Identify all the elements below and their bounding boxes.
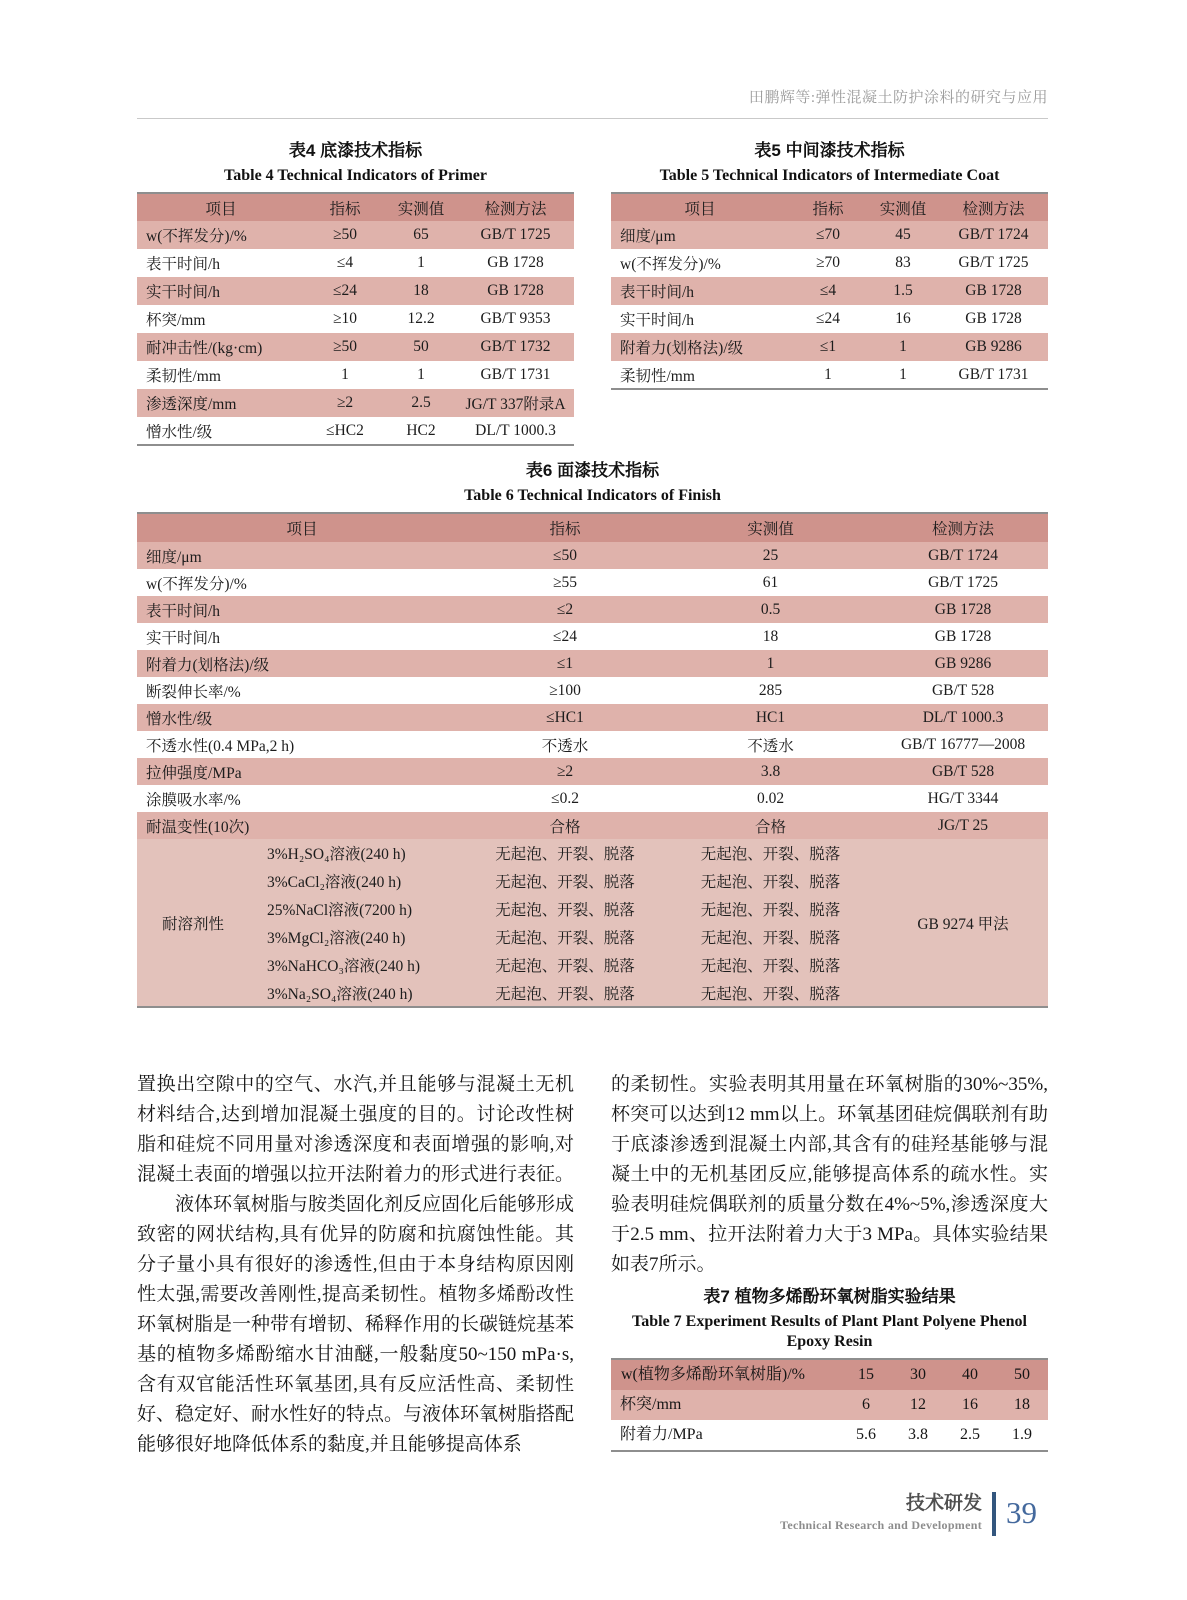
cell: 16 xyxy=(895,310,911,327)
cell: GB/T 1724 xyxy=(878,542,1048,569)
cell: ≤24 xyxy=(553,627,578,645)
cell: JG/T 337附录A xyxy=(457,389,574,417)
cell: DL/T 1000.3 xyxy=(878,704,1048,731)
cell: GB/T 9353 xyxy=(480,310,551,327)
cell: ≤0.2 xyxy=(551,789,579,807)
solution-name: 3%NaHCO₃溶液(240 h) xyxy=(249,951,467,979)
column-header: 项目 xyxy=(137,513,467,542)
cell: 2.5 xyxy=(960,1426,980,1443)
cell: ≥10 xyxy=(332,310,357,327)
solution-name: 25%NaCl溶液(7200 h) xyxy=(249,895,467,923)
cell: ≤1 xyxy=(467,650,663,677)
cell: ≥50 xyxy=(305,333,385,361)
row-label: w(不挥发分)/% xyxy=(146,575,247,593)
table4-section xyxy=(137,140,574,446)
column-header: 15 xyxy=(840,1359,892,1390)
column-header: 检测方法 xyxy=(939,193,1048,221)
cell: 不透水 xyxy=(747,737,794,755)
cell: GB/T 1731 xyxy=(958,365,1029,383)
cell: 无起泡、开裂、脱落 xyxy=(467,923,663,951)
table4-title-cn: 表4 底漆技术指标 xyxy=(288,141,423,160)
column-header: 实测值 xyxy=(663,513,878,542)
cell: 12.2 xyxy=(407,310,435,327)
body-paragraph: 的柔韧性。实验表明其用量在环氧树脂的30%~35%,杯突可以达到12 mm以上。环氧基团硅烷偶联剂有助于底漆渗透到混凝土内部,其含有的硅羟基能够与混凝土中的无机基团反应,能够提高体系的疏水性。实验表明硅烷偶联剂的质量分数在4%~5%,渗透深度大于2.5 mm、拉开法附着力大于3 MPa。具体实验结果如表7所示。 xyxy=(611,1074,1048,1275)
cell: ≤HC2 xyxy=(326,421,364,439)
solution-name: 3%CaCl₂溶液(240 h) xyxy=(249,867,467,895)
cell: GB 1728 xyxy=(934,627,992,645)
cell: GB 9286 xyxy=(939,333,1048,361)
cell: 18 xyxy=(762,627,779,645)
cell: 285 xyxy=(758,681,783,699)
table-row xyxy=(137,785,1048,812)
cell: GB 9286 xyxy=(878,650,1048,677)
cell: GB 1728 xyxy=(487,254,544,271)
running-head: 田鹏辉等:弹性混凝土防护涂料的研究与应用 xyxy=(748,90,1048,106)
cell: ≤4 xyxy=(336,254,354,271)
row-label: 附着力(划格法)/级 xyxy=(137,650,467,677)
cell: 45 xyxy=(867,221,939,249)
cell: ≤24 xyxy=(815,310,840,327)
table-row xyxy=(137,361,574,389)
row-label: 不透水性(0.4 MPa,2 h) xyxy=(146,737,295,755)
table-row xyxy=(137,569,1048,596)
column-header: 40 xyxy=(944,1359,996,1390)
row-label: 杯突/mm xyxy=(611,1390,840,1420)
body-column-left xyxy=(137,1070,574,1460)
cell: 无起泡、开裂、脱落 xyxy=(663,867,878,895)
cell: 无起泡、开裂、脱落 xyxy=(663,839,878,867)
row-label: 拉伸强度/MPa xyxy=(137,758,467,785)
footer-divider-bar xyxy=(992,1492,996,1536)
cell: 2.5 xyxy=(385,389,457,417)
row-label: 细度/μm xyxy=(137,542,467,569)
cell: 6 xyxy=(840,1390,892,1420)
column-header: 30 xyxy=(892,1359,944,1390)
table-row xyxy=(137,542,1048,569)
solvent-resistance-row xyxy=(137,839,1048,867)
row-label: 柔韧性/mm xyxy=(620,367,695,385)
cell: 1 xyxy=(663,650,878,677)
row-label: 实干时间/h xyxy=(137,277,305,305)
cell: 1 xyxy=(867,333,939,361)
table5-title-en: Table 5 Technical Indicators of Intermediate Coat xyxy=(659,167,1000,184)
cell: GB/T 1732 xyxy=(457,333,574,361)
cell: 不透水 xyxy=(541,737,589,755)
cell: ≤1 xyxy=(789,333,867,361)
row-label: 实干时间/h xyxy=(620,312,695,329)
row-label: 杯突/mm xyxy=(146,312,206,329)
cell: 无起泡、开裂、脱落 xyxy=(663,951,878,979)
header-rule xyxy=(137,118,1048,119)
table-row xyxy=(611,361,1048,389)
page-footer xyxy=(780,1492,1037,1536)
table-row xyxy=(611,333,1048,361)
table5-section xyxy=(611,140,1048,390)
cell: 无起泡、开裂、脱落 xyxy=(467,979,663,1007)
cell: ≥50 xyxy=(305,221,385,249)
cell: 1 xyxy=(341,366,349,383)
table-row xyxy=(137,305,574,333)
cell: 65 xyxy=(385,221,457,249)
solvent-method: GB 9274 甲法 xyxy=(878,839,1048,1007)
cell: ≥2 xyxy=(305,389,385,417)
table5-title-cn: 表5 中间漆技术指标 xyxy=(754,141,905,160)
cell: 无起泡、开裂、脱落 xyxy=(467,895,663,923)
cell: 18 xyxy=(385,277,457,305)
table-header-row xyxy=(137,513,1048,542)
table-header-row xyxy=(611,193,1048,221)
cell: 16 xyxy=(944,1390,996,1420)
column-header: 实测值 xyxy=(867,193,939,221)
cell: 5.6 xyxy=(856,1426,876,1443)
row-label: 耐冲击性/(kg·cm) xyxy=(137,333,305,361)
row-label: 表干时间/h xyxy=(137,596,467,623)
table-row xyxy=(137,704,1048,731)
table4-title-en: Table 4 Technical Indicators of Primer xyxy=(224,167,487,184)
cell: 合格 xyxy=(663,812,878,839)
row-label: 附着力/MPa xyxy=(620,1426,703,1443)
row-label: 渗透深度/mm xyxy=(137,389,305,417)
column-header: 检测方法 xyxy=(457,193,574,221)
table6-title-cn: 表6 面漆技术指标 xyxy=(525,461,660,480)
solution-name: 3%MgCl₂溶液(240 h) xyxy=(249,923,467,951)
column-header: 指标 xyxy=(467,513,663,542)
table-row xyxy=(137,277,574,305)
row-label: w(不挥发分)/% xyxy=(620,256,721,273)
cell: 1 xyxy=(899,365,907,383)
cell: DL/T 1000.3 xyxy=(475,421,556,439)
table-row xyxy=(137,596,1048,623)
table-header-row xyxy=(611,1359,1048,1390)
cell: ≥2 xyxy=(467,758,663,785)
row-label: 附着力(划格法)/级 xyxy=(611,333,789,361)
table5-intermediate-coat-indicators xyxy=(611,192,1048,390)
cell: 无起泡、开裂、脱落 xyxy=(663,923,878,951)
solution-name: 3%Na₂SO₄溶液(240 h) xyxy=(249,979,467,1007)
cell: 83 xyxy=(895,254,911,271)
table-header-row xyxy=(137,193,574,221)
table-row xyxy=(137,731,1048,758)
solution-name: 3%H₂SO₄溶液(240 h) xyxy=(249,839,467,867)
cell: GB 1728 xyxy=(965,310,1022,327)
cell: GB/T 1731 xyxy=(480,366,551,383)
cell: ≤HC1 xyxy=(467,704,663,731)
cell: GB/T 1725 xyxy=(958,254,1029,271)
cell: 12 xyxy=(892,1390,944,1420)
table6-title-en: Table 6 Technical Indicators of Finish xyxy=(464,487,721,504)
cell: 3.8 xyxy=(908,1426,928,1443)
column-header: 项目 xyxy=(137,193,305,221)
cell: 0.02 xyxy=(756,789,785,807)
table6-finish-indicators xyxy=(137,512,1048,1008)
table-row xyxy=(611,249,1048,277)
body-paragraph: 液体环氧树脂与胺类固化剂反应固化后能够形成致密的网状结构,具有优异的防腐和抗腐蚀性能。其分子量小具有很好的渗透性,但由于本身结构原因刚性太强,需要改善刚性,提高柔韧性。植物多烯酚改性环氧树脂是一种带有增韧、稀释作用的长碳链烷基苯基的植物多烯酚缩水甘油醚,一般黏度50~150 mPa·s,含有双官能活性环氧基团,具有反应活性高、柔韧性好、稳定好、耐水性好的特点。与液体环氧树脂搭配能够很好地降低体系的黏度,并且能够提高体系 xyxy=(137,1194,575,1455)
table-row xyxy=(137,623,1048,650)
row-label: 柔韧性/mm xyxy=(146,368,221,385)
cell: GB 1728 xyxy=(457,277,574,305)
column-header: 实测值 xyxy=(385,193,457,221)
row-label: 耐温变性(10次) xyxy=(137,812,467,839)
cell: HC2 xyxy=(406,421,436,439)
table-row xyxy=(137,677,1048,704)
column-header: w(植物多烯酚环氧树脂)/% xyxy=(611,1359,840,1390)
table7-title-cn: 表7 植物多烯酚环氧树脂实验结果 xyxy=(703,1287,956,1306)
table7-section xyxy=(611,1286,1048,1452)
column-header: 项目 xyxy=(611,193,789,221)
row-label: 表干时间/h xyxy=(146,256,221,273)
cell: ≤50 xyxy=(467,542,663,569)
cell: GB 1728 xyxy=(878,596,1048,623)
table4-primer-indicators xyxy=(137,192,574,446)
cell: 61 xyxy=(762,573,779,591)
table-row xyxy=(611,221,1048,249)
cell: ≤24 xyxy=(305,277,385,305)
table-row xyxy=(137,758,1048,785)
cell: 无起泡、开裂、脱落 xyxy=(663,895,878,923)
table-row xyxy=(611,1390,1048,1420)
cell: ≤2 xyxy=(467,596,663,623)
table-row xyxy=(611,277,1048,305)
cell: ≥55 xyxy=(553,573,578,591)
column-header: 检测方法 xyxy=(878,513,1048,542)
body-column-right xyxy=(611,1070,1048,1452)
row-label: 憎水性/级 xyxy=(137,704,467,731)
cell: 1 xyxy=(417,254,425,271)
body-paragraph: 置换出空隙中的空气、水汽,并且能够与混凝土无机材料结合,达到增加混凝土强度的目的。讨论改性树脂和硅烷不同用量对渗透深度和表面增强的影响,对混凝土表面的增强以拉开法附着力的形式进行表征。 xyxy=(137,1074,575,1185)
row-label: w(不挥发分)/% xyxy=(137,221,305,249)
cell: 1 xyxy=(417,366,425,383)
cell: GB/T 528 xyxy=(931,681,995,699)
table7-title-en: Table 7 Experiment Results of Plant Plant Polyene Phenol Epoxy Resin xyxy=(632,1313,1027,1350)
footer-section-labels xyxy=(780,1492,982,1534)
table-row xyxy=(137,650,1048,677)
footer-section-en: Technical Research and Development xyxy=(780,1518,982,1532)
cell: GB 1728 xyxy=(939,277,1048,305)
cell: 3.8 xyxy=(663,758,878,785)
table-row xyxy=(611,1420,1048,1451)
table-row xyxy=(137,389,574,417)
cell: 1.5 xyxy=(867,277,939,305)
footer-section-cn: 技术研发 xyxy=(905,1493,982,1514)
table-row xyxy=(137,812,1048,839)
row-label: 实干时间/h xyxy=(146,629,221,647)
cell: GB/T 1725 xyxy=(457,221,574,249)
cell: GB/T 16777—2008 xyxy=(900,735,1026,753)
row-label: 涂膜吸水率/% xyxy=(146,791,241,809)
cell: HG/T 3344 xyxy=(927,789,999,807)
cell: 无起泡、开裂、脱落 xyxy=(467,951,663,979)
cell: 0.5 xyxy=(663,596,878,623)
cell: ≤4 xyxy=(789,277,867,305)
column-header: 50 xyxy=(996,1359,1048,1390)
cell: GB/T 528 xyxy=(878,758,1048,785)
cell: GB/T 1724 xyxy=(939,221,1048,249)
cell: GB/T 1725 xyxy=(928,573,998,591)
cell: ≤70 xyxy=(789,221,867,249)
table7-epoxy-resin-results xyxy=(611,1358,1048,1452)
cell: 1.9 xyxy=(1012,1426,1032,1443)
cell: 18 xyxy=(996,1390,1048,1420)
table-row xyxy=(137,221,574,249)
page-number: 39 xyxy=(1006,1495,1037,1530)
cell: 无起泡、开裂、脱落 xyxy=(467,867,663,895)
table-row xyxy=(137,417,574,445)
cell: 50 xyxy=(385,333,457,361)
column-header: 指标 xyxy=(305,193,385,221)
cell: 无起泡、开裂、脱落 xyxy=(467,839,663,867)
row-label: 憎水性/级 xyxy=(146,423,213,441)
cell: 合格 xyxy=(467,812,663,839)
cell: ≥70 xyxy=(815,254,840,271)
table-row xyxy=(137,249,574,277)
solvent-group-label: 耐溶剂性 xyxy=(137,839,249,1007)
cell: 无起泡、开裂、脱落 xyxy=(663,979,878,1007)
row-label: 表干时间/h xyxy=(611,277,789,305)
cell: 25 xyxy=(663,542,878,569)
cell: ≥100 xyxy=(549,681,581,699)
table-row xyxy=(611,305,1048,333)
row-label: 断裂伸长率/% xyxy=(146,683,241,701)
table-row xyxy=(137,333,574,361)
cell: 1 xyxy=(824,365,832,383)
cell: JG/T 25 xyxy=(878,812,1048,839)
cell: HC1 xyxy=(663,704,878,731)
column-header: 指标 xyxy=(789,193,867,221)
row-label: 细度/μm xyxy=(611,221,789,249)
table6-section xyxy=(137,460,1048,1008)
